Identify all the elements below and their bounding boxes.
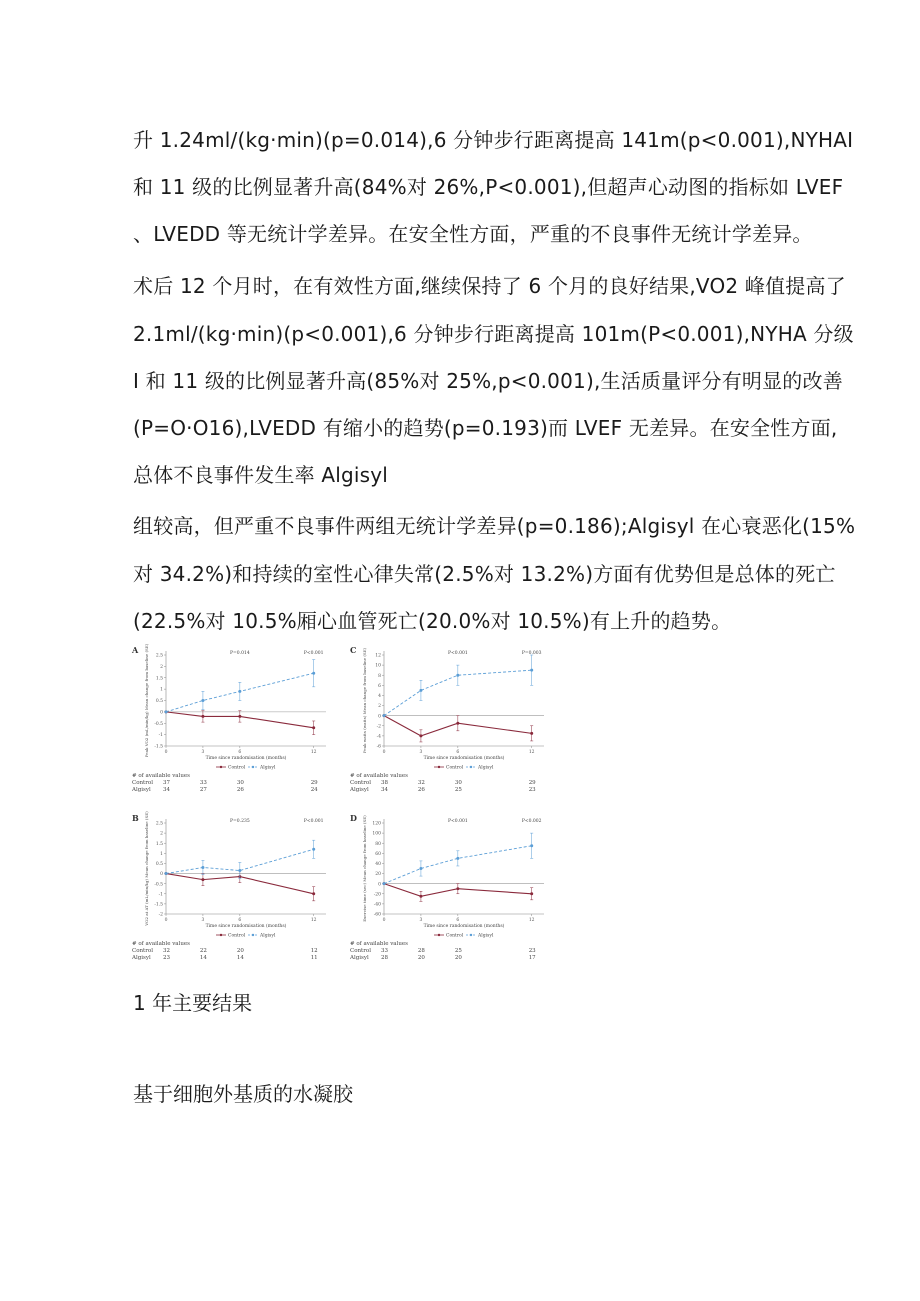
legend-marker	[470, 934, 472, 936]
data-point	[419, 895, 422, 898]
counts-cell: 27	[199, 787, 207, 793]
data-point	[312, 726, 315, 729]
y-tick-label: 1	[160, 687, 163, 693]
chart-panel-a	[130, 643, 346, 809]
y-tick-label: 0	[160, 710, 163, 716]
counts-cell: 29	[528, 780, 536, 786]
counts-row-label: Control	[350, 780, 371, 786]
counts-table-c	[348, 773, 564, 794]
counts-cell: 34	[381, 787, 388, 793]
counts-cell: 20	[236, 948, 244, 954]
data-point	[201, 715, 204, 718]
y-tick-label: 2	[378, 704, 381, 710]
counts-cell: 30	[454, 780, 462, 786]
paragraph-line: (22.5%对 10.5%厢心血管死亡(20.0%对 10.5%)有上升的趋势。	[133, 609, 732, 633]
counts-cell: 25	[454, 787, 462, 793]
data-point	[530, 669, 533, 672]
x-tick-label: 6	[238, 918, 242, 923]
legend-marker	[220, 766, 222, 768]
data-point	[456, 887, 459, 890]
counts-row	[130, 948, 346, 955]
y-tick-label: 4	[378, 694, 381, 700]
y-tick-label: 0	[378, 714, 381, 720]
data-point	[456, 857, 459, 860]
x-tick-label: 12	[310, 918, 317, 923]
legend-marker	[220, 934, 222, 936]
x-tick-label: 0	[382, 750, 386, 755]
counts-row	[348, 948, 564, 955]
data-point	[312, 672, 315, 675]
y-axis-label: Peak watts (watts) Mean change from baseline (SE)	[362, 647, 367, 754]
p-value-label: P<0.001	[303, 819, 324, 824]
panel-letter: A	[132, 645, 139, 655]
paragraph-line: 2.1ml/(kg·min)(p<0.001),6 分钟步行距离提高 101m(P<0.001),NYHA 分级	[133, 322, 854, 346]
counts-row	[348, 780, 564, 787]
section-subheading: 基于细胞外基质的水凝胶	[133, 1082, 353, 1106]
paragraph-line: 升 1.24ml/(kg·min)(p=0.014),6 分钟步行距离提高 141m(p<0.001),NYHAI	[133, 128, 854, 152]
x-axis-label: Time since randomisation (months)	[205, 756, 287, 761]
counts-cell: 20	[454, 955, 462, 961]
y-axis-label: VO2 at AT (mL/min/kg) Mean change from baseline (SE)	[144, 811, 149, 926]
paragraph-line: 术后 12 个月时，在有效性方面,继续保持了 6 个月的良好结果,VO2 峰值提高了	[133, 274, 846, 298]
figure-caption: 1 年主要结果	[133, 991, 253, 1015]
data-point	[312, 848, 315, 851]
y-tick-label: 40	[375, 862, 381, 868]
counts-cell: 38	[381, 780, 388, 786]
data-point	[456, 722, 459, 725]
chart-panel-d	[348, 811, 564, 977]
data-point	[383, 714, 386, 717]
y-tick-label: -1.5	[154, 902, 163, 908]
y-tick-label: 10	[375, 663, 381, 669]
data-point	[383, 882, 386, 885]
y-tick-label: -6	[376, 744, 381, 750]
legend-label: Algisyl	[478, 933, 494, 939]
legend-label: Control	[446, 765, 464, 771]
results-figure	[130, 643, 564, 977]
y-tick-label: -40	[373, 902, 381, 908]
counts-cell: 26	[236, 787, 244, 793]
data-point	[201, 699, 204, 702]
counts-row-label: Control	[350, 948, 371, 954]
x-tick-label: 3	[419, 750, 423, 755]
chart-panel-b	[130, 811, 346, 977]
x-tick-label: 3	[201, 750, 205, 755]
data-point	[165, 872, 168, 875]
legend-marker	[252, 934, 254, 936]
counts-cell: 25	[454, 948, 462, 954]
y-tick-label: -0.5	[154, 721, 163, 727]
x-axis-label: Time since randomisation (months)	[423, 924, 505, 929]
x-axis-label: Time since randomisation (months)	[423, 756, 505, 761]
legend-marker	[252, 766, 254, 768]
y-tick-label: 0.5	[155, 862, 163, 868]
counts-cell: 28	[417, 948, 425, 954]
data-point	[419, 734, 422, 737]
y-tick-label: -1	[158, 892, 163, 898]
counts-cell: 23	[163, 955, 170, 961]
y-tick-label: 100	[372, 831, 381, 837]
x-tick-label: 6	[456, 918, 460, 923]
counts-cell: 23	[528, 787, 536, 793]
x-tick-label: 3	[201, 918, 205, 923]
x-tick-label: 12	[528, 750, 535, 755]
legend-label: Algisyl	[260, 933, 276, 939]
y-tick-label: 60	[375, 851, 381, 857]
x-tick-label: 3	[419, 918, 423, 923]
y-tick-label: 120	[372, 821, 381, 827]
counts-row	[348, 787, 564, 794]
panel-letter: B	[132, 813, 139, 823]
legend-marker	[438, 934, 440, 936]
counts-cell: 23	[528, 948, 536, 954]
counts-cell: 20	[417, 955, 425, 961]
counts-cell: 32	[417, 780, 425, 786]
y-tick-label: -60	[373, 912, 381, 918]
counts-cell: 29	[310, 780, 318, 786]
counts-row-label: Control	[132, 780, 153, 786]
p-value-label: P<0.001	[303, 651, 324, 656]
y-tick-label: -1.5	[154, 744, 163, 750]
data-point	[165, 710, 168, 713]
counts-header-label: # of available values	[350, 941, 408, 947]
legend-marker	[470, 766, 472, 768]
counts-header-label: # of available values	[132, 773, 190, 779]
counts-table-b	[130, 941, 346, 962]
counts-header-label: # of available values	[132, 941, 190, 947]
x-tick-label: 0	[164, 918, 168, 923]
counts-cell: 34	[163, 787, 170, 793]
counts-cell: 14	[236, 955, 244, 961]
y-tick-label: 8	[378, 673, 381, 679]
counts-row	[130, 955, 346, 962]
y-axis-label: Peak VO2 (mL/min/kg) Mean change from baseline (SE)	[144, 643, 149, 758]
y-tick-label: -1	[158, 733, 163, 739]
counts-row-label: Algisyl	[132, 787, 151, 793]
y-tick-label: 2	[160, 664, 163, 670]
counts-header	[348, 773, 564, 780]
y-tick-label: -0.5	[154, 882, 163, 888]
counts-cell: 30	[236, 780, 244, 786]
x-tick-label: 0	[382, 918, 386, 923]
counts-cell: 33	[199, 780, 207, 786]
paragraph-line: 总体不良事件发生率 Algisyl	[133, 463, 389, 487]
y-tick-label: 0.5	[155, 699, 163, 705]
counts-row	[130, 780, 346, 787]
legend-marker	[438, 766, 440, 768]
y-tick-label: 2.5	[155, 653, 163, 659]
paragraph-line: 组较高，但严重不良事件两组无统计学差异(p=0.186);Algisyl 在心衰恶化(15%	[133, 514, 856, 538]
p-value-label: P<0.001	[448, 819, 468, 824]
chart-c	[348, 643, 564, 773]
counts-row-label: Algisyl	[132, 955, 151, 961]
counts-row-label: Algisyl	[350, 955, 369, 961]
y-tick-label: 6	[378, 683, 381, 689]
counts-table-d	[348, 941, 564, 962]
x-tick-label: 6	[238, 750, 242, 755]
data-point	[530, 844, 533, 847]
p-value-label: P<0.001	[448, 651, 468, 656]
chart-b	[130, 811, 346, 941]
x-tick-label: 12	[528, 918, 535, 923]
y-tick-label: 1.5	[155, 841, 163, 847]
data-point	[201, 866, 204, 869]
counts-cell: 32	[163, 948, 170, 954]
counts-cell: 12	[310, 948, 318, 954]
y-tick-label: 12	[375, 653, 381, 659]
y-tick-label: 1.5	[155, 676, 163, 682]
p-value-label: P=0.014	[230, 651, 250, 656]
p-value-label: P=0.003	[521, 651, 542, 656]
y-tick-label: -20	[373, 892, 381, 898]
data-point	[530, 732, 533, 735]
legend-label: Control	[228, 765, 246, 771]
counts-cell: 22	[199, 948, 207, 954]
counts-cell: 11	[310, 955, 318, 961]
data-point	[419, 689, 422, 692]
paragraph-line: 对 34.2%)和持续的室性心律失常(2.5%对 13.2%)方面有优势但是总体的死亡	[133, 562, 836, 586]
data-point	[238, 715, 241, 718]
x-tick-label: 0	[164, 750, 168, 755]
y-tick-label: -4	[376, 734, 381, 740]
paragraph-line: I 和 11 级的比例显著升高(85%对 25%,p<0.001),生活质量评分有明显的改善	[133, 369, 843, 393]
counts-row-label: Control	[132, 948, 153, 954]
data-point	[456, 674, 459, 677]
x-axis-label: Time since randomisation (months)	[205, 924, 287, 929]
counts-cell: 24	[310, 787, 318, 793]
legend-label: Control	[446, 933, 464, 939]
paragraph-line: (P=O·O16),LVEDD 有缩小的趋势(p=0.193)而 LVEF 无差异。在安全性方面,	[133, 416, 838, 440]
x-tick-label: 12	[310, 750, 317, 755]
counts-cell: 14	[199, 955, 207, 961]
counts-header-label: # of available values	[350, 773, 408, 779]
data-point	[530, 892, 533, 895]
y-tick-label: 2.5	[155, 821, 163, 827]
panel-letter: D	[350, 813, 357, 823]
y-tick-label: 1	[160, 851, 163, 857]
chart-panel-c	[348, 643, 564, 809]
data-point	[419, 867, 422, 870]
counts-row	[348, 955, 564, 962]
data-point	[201, 878, 204, 881]
counts-cell: 33	[381, 948, 388, 954]
counts-cell: 37	[163, 780, 170, 786]
y-axis-label: Exercise time (sec) Mean change from baseline (SE)	[362, 815, 367, 922]
data-point	[312, 892, 315, 895]
y-tick-label: 80	[375, 841, 381, 847]
chart-a	[130, 643, 346, 773]
counts-header	[130, 941, 346, 948]
y-tick-label: 2	[160, 831, 163, 837]
counts-row	[130, 787, 346, 794]
counts-cell: 28	[381, 955, 388, 961]
paragraph-line: 和 11 级的比例显著升高(84%对 26%,P<0.001),但超声心动图的指标如 LVEF	[133, 175, 844, 199]
counts-table-a	[130, 773, 346, 794]
y-tick-label: 20	[375, 872, 381, 878]
counts-header	[348, 941, 564, 948]
p-value-label: P<0.002	[521, 819, 542, 824]
data-point	[238, 690, 241, 693]
chart-d	[348, 811, 564, 941]
p-value-label: P=0.235	[230, 819, 250, 824]
legend-label: Algisyl	[478, 765, 494, 771]
counts-cell: 26	[417, 787, 425, 793]
y-tick-label: 0	[160, 872, 163, 878]
counts-row-label: Algisyl	[350, 787, 369, 793]
legend-label: Algisyl	[260, 765, 276, 771]
y-tick-label: 0	[378, 882, 381, 888]
paragraph-line: 、LVEDD 等无统计学差异。在安全性方面，严重的不良事件无统计学差异。	[133, 222, 813, 246]
y-tick-label: -2	[158, 912, 163, 918]
counts-cell: 17	[528, 955, 536, 961]
legend-label: Control	[228, 933, 246, 939]
y-tick-label: -2	[376, 724, 381, 730]
counts-header	[130, 773, 346, 780]
panel-letter: C	[350, 645, 357, 655]
data-point	[238, 869, 241, 872]
x-tick-label: 6	[456, 750, 460, 755]
